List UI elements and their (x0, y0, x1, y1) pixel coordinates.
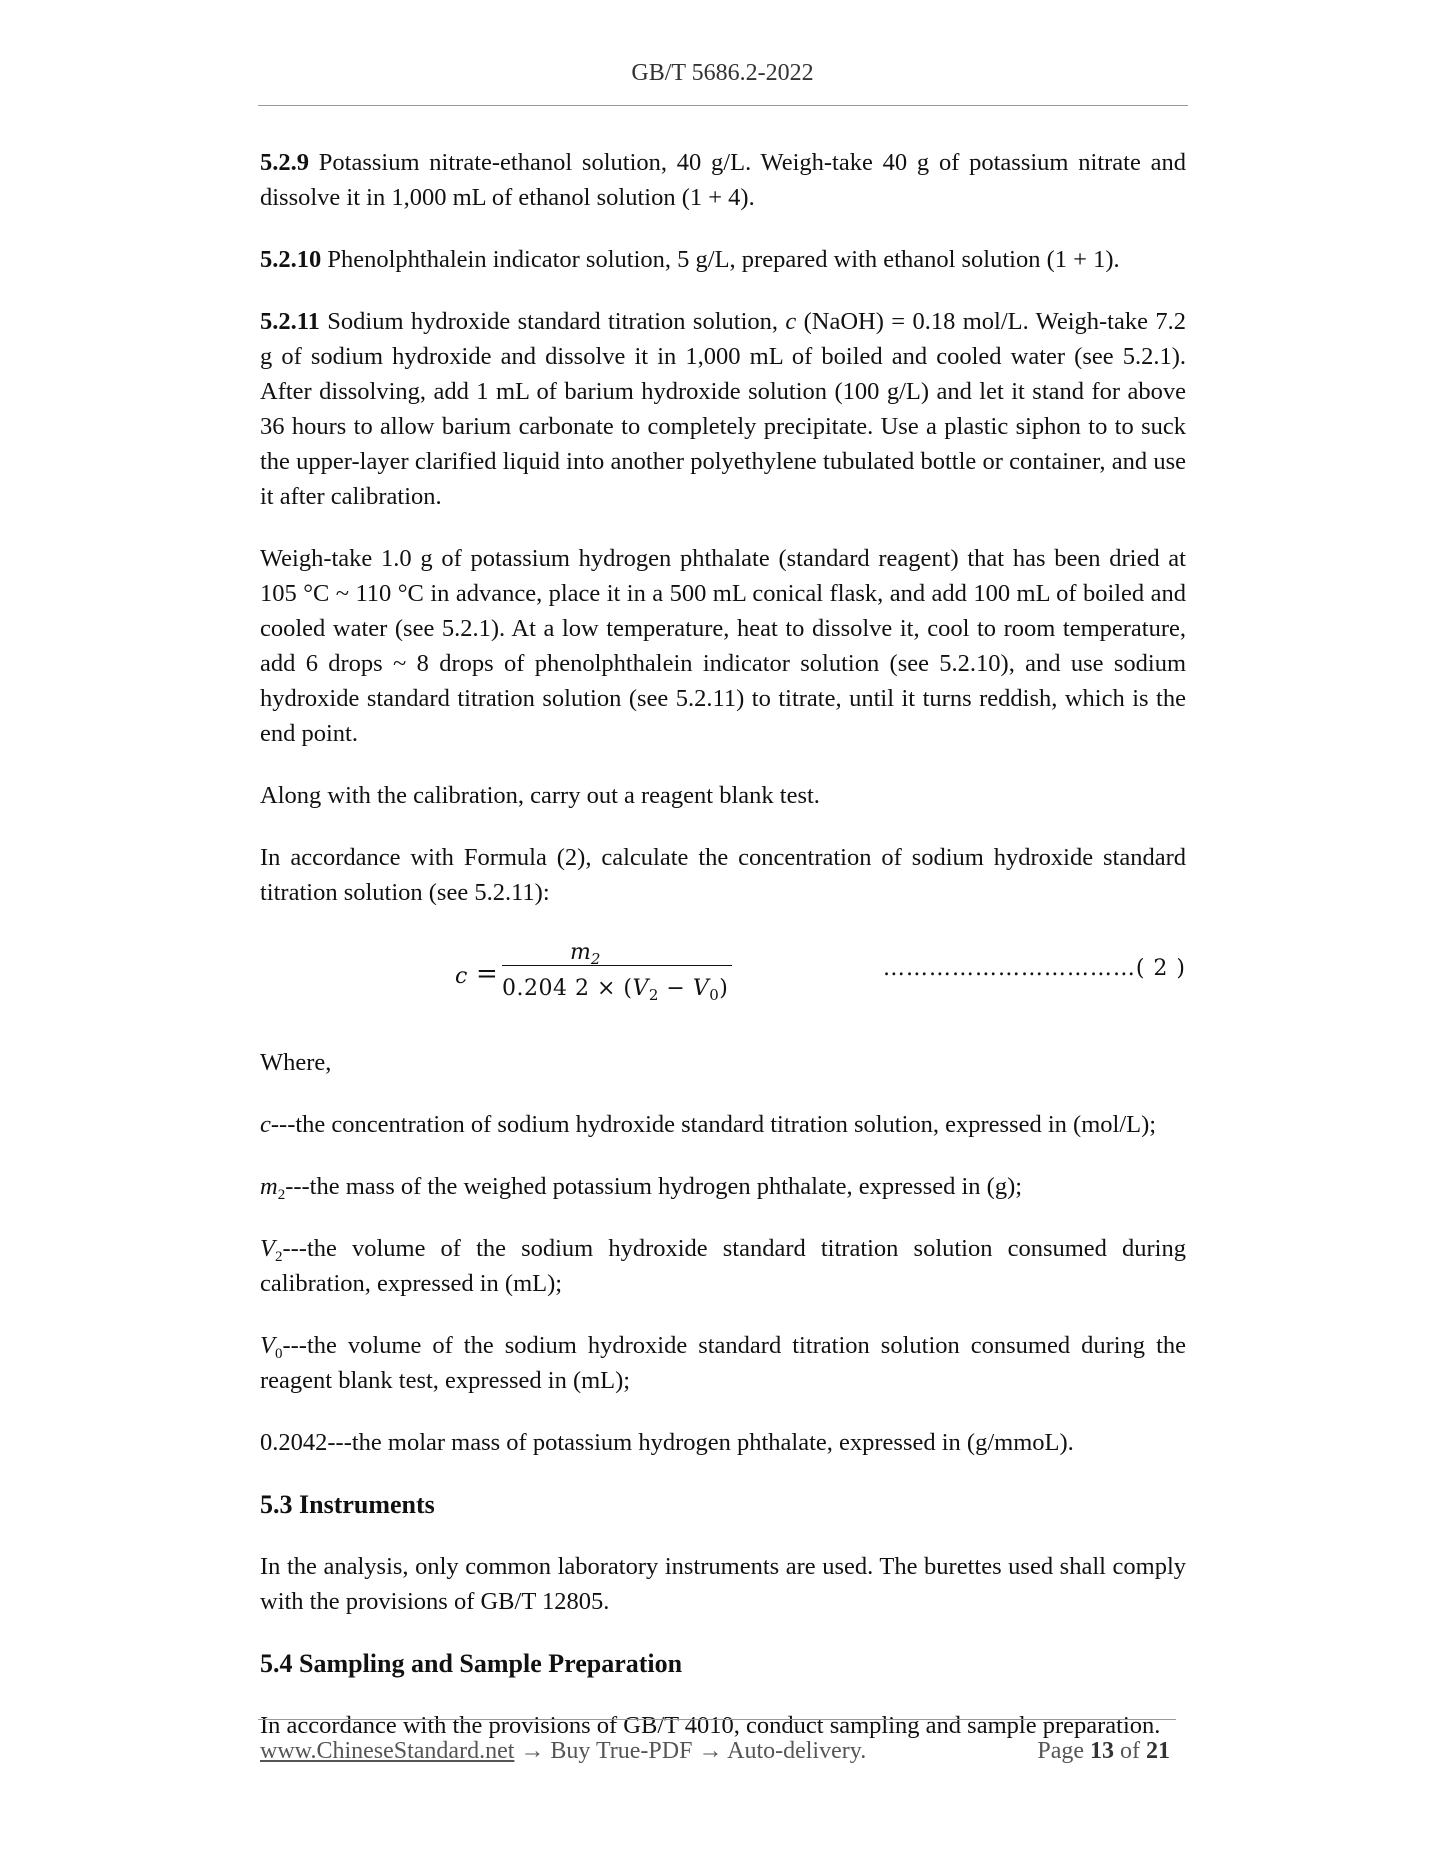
clause-5-2-10 (260, 242, 1186, 277)
definition-molar-mass: 0.2042---the molar mass of potassium hydrogen phthalate, expressed in (g/mmoL). (260, 1429, 1074, 1456)
definition-v2: $V_2--$-the volume of the sodium hydroxide standard titration solution consumed during calibration, expressed in (mL); (260, 1235, 1186, 1297)
clause-text: Phenolphthalein indicator solution, 5 g/L, prepared with ethanol solution (1 + 1). (321, 246, 1120, 273)
formula-denominator: 0.204 $2 \times (V_2 - V_0)$ (502, 976, 729, 1004)
definition-m2: $m_2--$-the mass of the weighed potassium hydrogen phthalate, expressed in (g); (260, 1173, 1023, 1203)
calibration-paragraph: Weigh-take 1.0 g of potassium hydrogen phthalate (standard reagent) that has been dried at 105 °C ~ 110 °C in advance, place it in a 500 mL conical flask, and add 100 mL of boiled and cooled water (see 5.2.1). At a low temperature, heat to dissolve it, cool to room temperature, add 6 drops ~ 8 drops of phenolphthalein indicator solution (see 5.2.10), and use sodium hydroxide standard titration solution (see 5.2.11) to titrate, until it turns reddish, which is the end point. (260, 545, 1186, 747)
section-5-4-text: In accordance with the provisions of GB/T 4010, conduct sampling and sample preparation. (260, 1712, 1161, 1739)
clause-text: Sodium hydroxide standard titration solution, (319, 308, 786, 335)
variable-c: c (785, 308, 797, 335)
header-divider (258, 105, 1188, 106)
section-5-3-text: In the analysis, only common laboratory instruments are used. The burettes used shall comply with the provisions of GB/T 12805. (260, 1553, 1186, 1615)
clause-text: (NaOH) = 0.18 mol/L. Weigh-take 7.2 g of sodium hydroxide and dissolve it in 1,000 mL of boiled and cooled water (see 5.2.1). After dissolving, add 1 mL of barium hydroxide solution (100 g/L) and let it stand for above 36 hours to allow barium carbonate to completely precipitate. Use a plastic siphon to to suck the upper-layer clarified liquid into another polyethylene tubulated bottle or container, and use it after calibration. (260, 308, 1186, 510)
blank-test-paragraph: Along with the calibration, carry out a reagent blank test. (260, 782, 820, 809)
page-footer (260, 1738, 1170, 1765)
formula-numerator: $m_2$ (570, 940, 601, 968)
section-5-4-heading: 5.4 Sampling and Sample Preparation (260, 1649, 683, 1678)
website-link[interactable]: www.ChineseStandard.net (260, 1738, 515, 1764)
definition-c: c---the concentration of sodium hydroxide standard titration solution, expressed in (mol/L); (260, 1111, 1157, 1138)
section-5-3-heading: 5.3 Instruments (260, 1490, 435, 1519)
document-header: GB/T 5686.2-2022 (631, 60, 814, 86)
document-body (260, 145, 1186, 1770)
formula-equals: = (476, 959, 498, 989)
clause-5-2-11 (260, 304, 1186, 514)
fraction-bar (502, 965, 732, 966)
footer-divider (258, 1719, 1176, 1720)
formula-lhs: c (455, 964, 468, 989)
definition-v0: $V_0--$-the volume of the sodium hydroxide standard titration solution consumed during the reagent blank test, expressed in (mL); (260, 1332, 1186, 1394)
current-page: 13 (1090, 1738, 1114, 1764)
clause-number: 5.2.9 (260, 149, 309, 176)
formula-2 (260, 937, 1186, 1019)
clause-number: 5.2.10 (260, 246, 322, 273)
formula-number: ……………………………( 2 ) (882, 956, 1186, 981)
clause-number: 5.2.11 (260, 308, 320, 335)
clause-text: Potassium nitrate-ethanol solution, 40 g/L. Weigh-take 40 g of potassium nitrate and dissolve it in 1,000 mL of ethanol solution (1 + 4). (260, 149, 1186, 211)
total-pages: 21 (1146, 1738, 1170, 1764)
where-label: Where, (260, 1049, 332, 1076)
footer-tagline: → Buy True-PDF → Auto-delivery. (514, 1738, 867, 1764)
page-indicator: Page 13 of 21 (1037, 1738, 1170, 1764)
clause-5-2-9 (260, 145, 1186, 215)
formula-intro-paragraph: In accordance with Formula (2), calculate the concentration of sodium hydroxide standard titration solution (see 5.2.11): (260, 844, 1186, 906)
